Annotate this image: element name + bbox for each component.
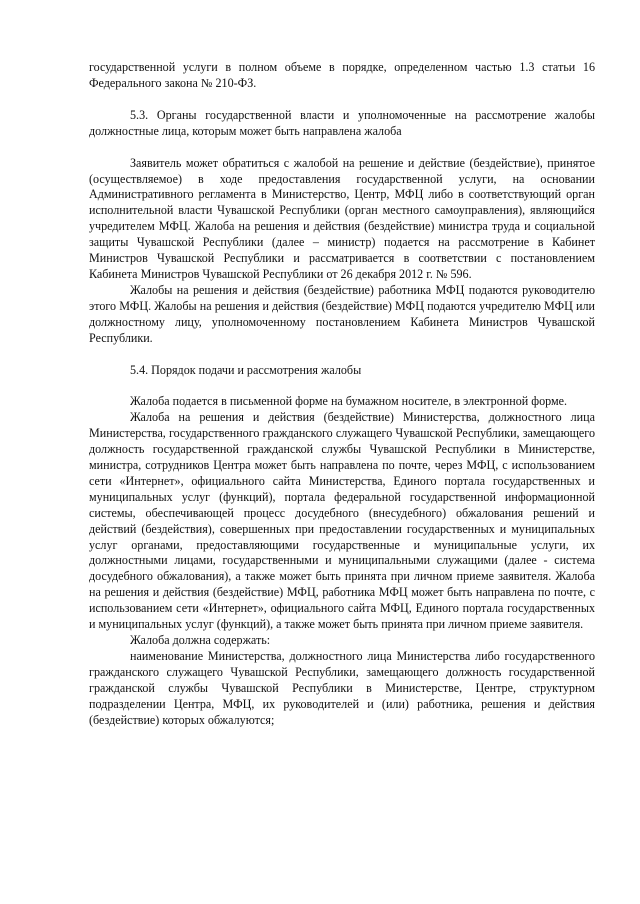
paragraph-complaint-filing: Заявитель может обратиться с жалобой на решение и действие (бездействие), принятое (осуществляемое) в ходе предоставления государственной услуги, на основании Административного регламента в Министерство, Центр, МФЦ либо в соответствующий орган исполнительной власти Чувашской Республики (орган местного самоуправления), являющийся учредителем МФЦ. Жалоба на решения и действия (бездействие) министра труда и социальной защиты Чувашской Республики (далее – министр) подается на рассмотрение в Кабинет Министров Чувашской Республики и рассматривается в соответствии с постановлением Кабинета Министров Чувашской Республики от 26 декабря 2012 г. № 596. [89, 155, 595, 281]
paragraph-continuation: государственной услуги в полном объеме в порядке, определенном частью 1.3 статьи 16 Федерального закона № 210-ФЗ. [89, 60, 595, 90]
paragraph-complaint-channels: Жалоба на решения и действия (бездействие) Министерства, должностного лица Министерства, государственного гражданского служащего Чувашской Республики, замещающего должность государственной гражданской службы Чувашской Республики в Министерстве, министра, сотрудников Центра может быть направлена по почте, через МФЦ, с использованием сети «Интернет», официального сайта Министерства, Единого портала государственных и муниципальных услуг (функций), портала федеральной государственной информационной системы, обеспечивающей процесс досудебного (внесудебного) обжалования решений и действий (бездействия), совершенных при предоставлении государственных и муниципальных услуг органами, предоставляющими государственные и муниципальные услуги, их должностными лицами, государственными и муниципальными служащими (далее - система досудебного обжалования), а также может быть принята при личном приеме заявителя. Жалоба на решения и действия (бездействие) МФЦ, работника МФЦ может быть направлена по почте, с использованием сети «Интернет», официального сайта МФЦ, Единого портала государственных и муниципальных услуг (функций), а также может быть принята при личном приеме заявителя. [89, 410, 595, 632]
paragraph-complaint-contents: Жалоба должна содержать: [130, 633, 271, 647]
paragraph-complaint-form: Жалоба подается в письменной форме на бумажном носителе, в электронной форме. [130, 394, 568, 409]
document-body [89, 60, 595, 728]
section-heading-5-4: 5.4. Порядок подачи и рассмотрения жалобы [130, 362, 362, 377]
paragraph-mfc-complaints: Жалобы на решения и действия (бездействие) работника МФЦ подаются руководителю этого МФЦ. Жалобы на решения и действия (бездействие) МФЦ подаются учредителю МФЦ или должностному лицу, уполномоченному постановлением Кабинета Министров Чувашской Республики. [89, 282, 595, 345]
paragraph-complaint-item-name: наименование Министерства, должностного лица Министерства либо государственного гражданского служащего Чувашской Республики, замещающего должность государственной гражданской службы Чувашской Республики в Министерстве, Центре, структурном подразделении Центра, МФЦ, их руководителей и (или) работника, решения и действия (бездействие) которых обжалуются; [89, 648, 595, 727]
section-heading-5-3: 5.3. Органы государственной власти и уполномоченные на рассмотрение жалобы должностные лица, которым может быть направлена жалоба [89, 107, 595, 138]
